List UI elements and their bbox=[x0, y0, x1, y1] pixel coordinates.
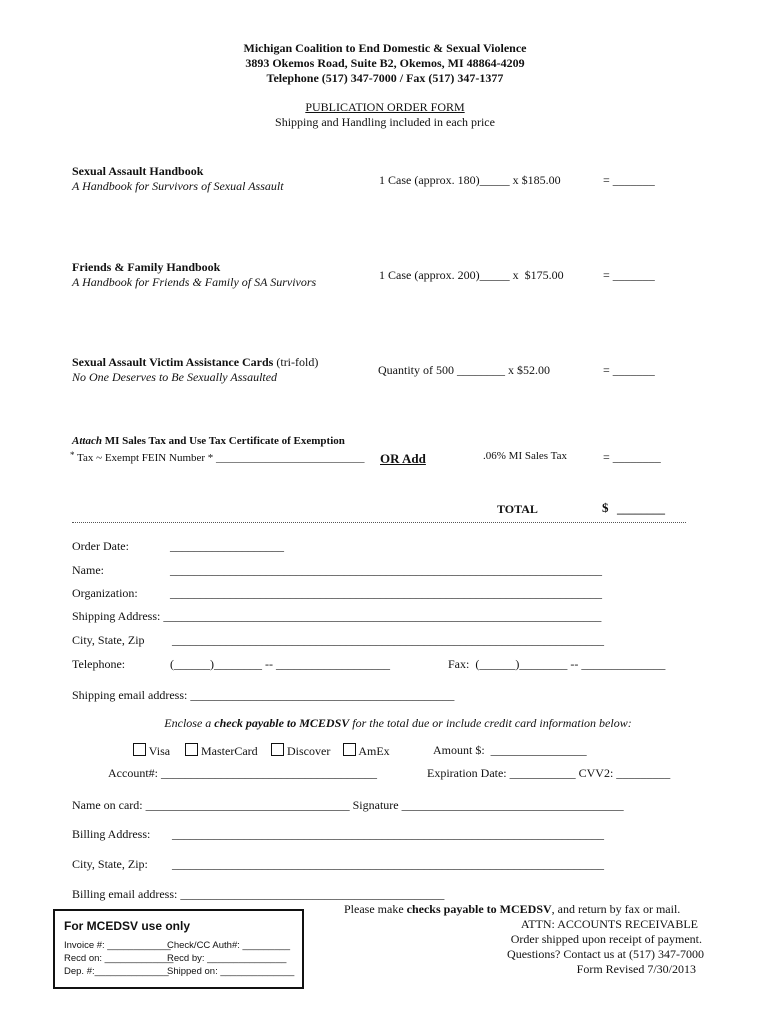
order-date-field[interactable]: ___________________ bbox=[170, 539, 284, 553]
organization-field[interactable]: ________________________________________________________________________ bbox=[170, 586, 602, 600]
tax-star: * bbox=[70, 450, 75, 460]
sales-tax-label: .06% MI Sales Tax bbox=[483, 450, 567, 462]
form-revised-line: Form Revised 7/30/2013 bbox=[576, 962, 696, 976]
fax-field[interactable]: Fax: (______)________ -- ______________ bbox=[448, 657, 666, 671]
product-name-row bbox=[72, 355, 318, 370]
name-field[interactable]: ________________________________________________________________________ bbox=[170, 563, 602, 577]
card-type-label: Visa bbox=[148, 744, 171, 758]
billing-city-field[interactable]: ________________________________________________________________________ bbox=[172, 857, 604, 871]
name-label: Name: bbox=[72, 563, 104, 577]
account-number-field[interactable]: Account#: ____________________________________ bbox=[108, 766, 377, 780]
dep-field[interactable]: Dep. #:______________ bbox=[64, 966, 169, 977]
expiration-cvv-field[interactable]: Expiration Date: ___________ CVV2: _________ bbox=[427, 766, 671, 780]
card-type-amex[interactable] bbox=[343, 743, 390, 759]
attn-line: ATTN: ACCOUNTS RECEIVABLE bbox=[520, 917, 698, 931]
card-type-mastercard[interactable] bbox=[185, 743, 258, 759]
product-quantity-field[interactable]: 1 Case (approx. 200)_____ x $175.00 bbox=[379, 268, 564, 282]
product-subtitle: No One Deserves to Be Sexually Assaulted bbox=[72, 370, 278, 384]
product-subtitle: A Handbook for Survivors of Sexual Assault bbox=[72, 179, 284, 193]
form-title: PUBLICATION ORDER FORM bbox=[305, 100, 465, 114]
billing-city-label: City, State, Zip: bbox=[72, 857, 148, 871]
tax-exempt-row bbox=[70, 450, 365, 464]
checkbox-icon[interactable] bbox=[343, 743, 356, 756]
total-dollar-sign: $ bbox=[602, 500, 609, 515]
product-name-suffix: (tri-fold) bbox=[273, 355, 319, 369]
product-name: Friends & Family Handbook bbox=[72, 260, 221, 274]
product-line-total[interactable]: = _______ bbox=[603, 363, 655, 377]
make-pre: Please make bbox=[344, 902, 407, 916]
recd-on-field[interactable]: Recd on: _____________ bbox=[64, 953, 174, 964]
product-quantity-field[interactable]: Quantity of 500 ________ x $52.00 bbox=[378, 363, 550, 377]
telephone-label: Telephone: bbox=[72, 657, 126, 671]
shipping-email-field[interactable]: Shipping email address: ____________________________________________ bbox=[72, 688, 455, 702]
telephone-field[interactable]: (______)________ -- ___________________ bbox=[170, 657, 390, 671]
amount-field[interactable]: Amount $: ________________ bbox=[433, 743, 587, 757]
section-divider bbox=[72, 522, 686, 523]
billing-address-field[interactable]: ________________________________________________________________________ bbox=[172, 827, 604, 841]
office-use-title: For MCEDSV use only bbox=[64, 919, 191, 933]
shipping-policy-line: Order shipped upon receipt of payment. bbox=[510, 932, 702, 946]
or-add-label: OR Add bbox=[380, 451, 426, 466]
billing-email-field[interactable]: Billing email address: ____________________________________________ bbox=[72, 887, 445, 901]
invoice-field[interactable]: Invoice #: ____________ bbox=[64, 940, 171, 951]
make-post: , and return by fax or mail. bbox=[551, 902, 681, 916]
shipping-address-field[interactable]: Shipping Address: _________________________________________________________________________ bbox=[72, 609, 602, 623]
make-bold: checks payable to MCEDSV bbox=[406, 902, 552, 916]
tax-attach-rest: MI Sales Tax and Use Tax Certificate of Exemption bbox=[101, 435, 345, 447]
name-on-card-signature-field[interactable]: Name on card: __________________________________ Signature _____________________________________ bbox=[72, 798, 624, 812]
card-type-label: MasterCard bbox=[201, 744, 258, 758]
check-auth-field[interactable]: Check/CC Auth#: _________ bbox=[167, 940, 291, 951]
shipping-note: Shipping and Handling included in each price bbox=[275, 115, 495, 129]
enclose-bold: check payable to MCEDSV bbox=[214, 716, 350, 730]
questions-line: Questions? Contact us at (517) 347-7000 bbox=[507, 947, 704, 961]
organization-label: Organization: bbox=[72, 586, 138, 600]
recd-by-field[interactable]: Recd by: _______________ bbox=[167, 953, 287, 964]
enclose-post: for the total due or include credit card information below: bbox=[349, 716, 632, 730]
card-type-label: Discover bbox=[287, 744, 331, 758]
org-address: 3893 Okemos Road, Suite B2, Okemos, MI 48864-4209 bbox=[245, 56, 525, 70]
card-type-discover[interactable] bbox=[271, 743, 330, 759]
order-date-label: Order Date: bbox=[72, 539, 129, 553]
card-type-label: AmEx bbox=[358, 744, 390, 758]
checkbox-icon[interactable] bbox=[133, 743, 146, 756]
card-type-visa[interactable] bbox=[133, 743, 170, 759]
product-subtitle: A Handbook for Friends & Family of SA Survivors bbox=[72, 275, 317, 289]
tax-exempt-fein-field[interactable]: Tax ~ Exempt FEIN Number * ___________________________ bbox=[74, 452, 365, 464]
office-use-box bbox=[53, 909, 304, 989]
make-checks-note bbox=[344, 902, 680, 917]
sales-tax-total[interactable]: = ________ bbox=[603, 450, 661, 464]
total-label: TOTAL bbox=[497, 502, 538, 516]
enclose-check-note bbox=[0, 716, 770, 731]
product-name: Sexual Assault Victim Assistance Cards bbox=[72, 355, 274, 369]
org-name: Michigan Coalition to End Domestic & Sexual Violence bbox=[243, 41, 527, 55]
total-amount-field[interactable]: ________ bbox=[617, 502, 665, 516]
product-line-total[interactable]: = _______ bbox=[603, 173, 655, 187]
product-line-total[interactable]: = _______ bbox=[603, 268, 655, 282]
enclose-pre: Enclose a bbox=[164, 716, 215, 730]
city-state-zip-label: City, State, Zip bbox=[72, 633, 145, 647]
org-phone-fax: Telephone (517) 347-7000 / Fax (517) 347-1377 bbox=[266, 71, 504, 85]
product-quantity-field[interactable]: 1 Case (approx. 180)_____ x $185.00 bbox=[379, 173, 561, 187]
checkbox-icon[interactable] bbox=[185, 743, 198, 756]
billing-address-label: Billing Address: bbox=[72, 827, 151, 841]
city-state-zip-field[interactable]: ________________________________________________________________________ bbox=[172, 633, 604, 647]
tax-exemption-note bbox=[72, 435, 345, 447]
tax-attach-word: Attach bbox=[72, 435, 102, 447]
product-name: Sexual Assault Handbook bbox=[72, 164, 204, 178]
shipped-on-field[interactable]: Shipped on: ______________ bbox=[167, 966, 295, 977]
checkbox-icon[interactable] bbox=[271, 743, 284, 756]
